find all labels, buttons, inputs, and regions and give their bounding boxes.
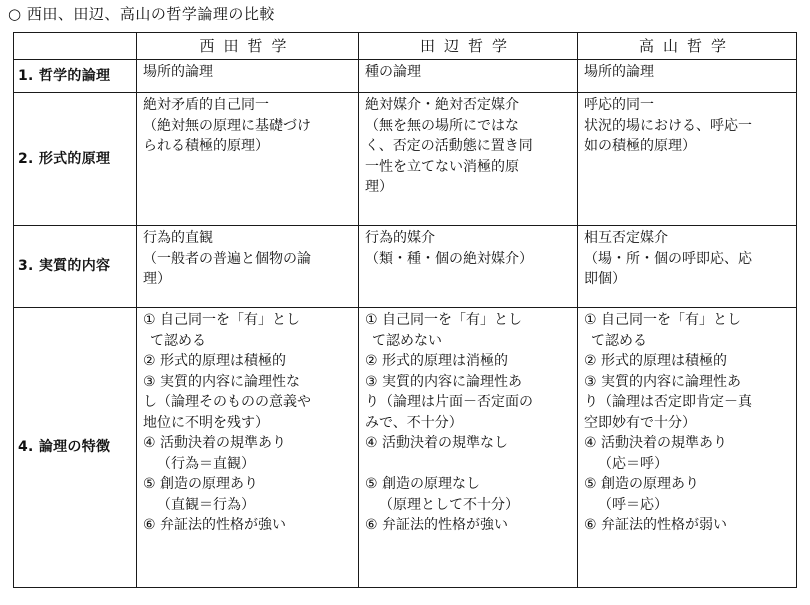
cell-line: ⑥ 弁証法的性格が強い xyxy=(143,517,287,533)
cell xyxy=(359,226,578,308)
cell-line: ⑤ 創造の原理なし xyxy=(365,476,481,492)
cell-line: （呼＝応） xyxy=(598,496,668,513)
cell-line: 空即妙有で十分） xyxy=(584,414,696,431)
table-row xyxy=(14,308,797,588)
header-nishida: 西田哲学 xyxy=(137,33,359,60)
cell-line: り（論理は否定即肯定－真 xyxy=(584,394,752,410)
cell-line: ① 自己同一を「有」とし xyxy=(365,312,523,328)
cell-line: て認める xyxy=(591,332,647,349)
cell-line: （絶対無の原理に基礎づけ xyxy=(143,117,311,134)
cell xyxy=(578,308,797,588)
cell-line: 種の論理 xyxy=(365,64,421,80)
cell-line: 相互否定媒介 xyxy=(584,230,668,246)
cell-line: 呼応的同一 xyxy=(584,97,654,113)
cell xyxy=(359,93,578,226)
cell xyxy=(578,93,797,226)
cell-line: し（論理そのものの意義や xyxy=(143,394,311,410)
cell xyxy=(137,308,359,588)
cell-line: ③ 実質的内容に論理性あ xyxy=(584,373,742,390)
row-label-philosophical-logic: 1. 哲学的論理 xyxy=(14,60,137,93)
cell-line: ⑤ 創造の原理あり xyxy=(584,476,700,492)
cell xyxy=(359,60,578,93)
cell-line: 場所的論理 xyxy=(143,64,213,80)
table-row xyxy=(14,226,797,308)
row-label-formal-principle: 2. 形式的原理 xyxy=(14,93,137,226)
cell-line: ④ 活動決着の規準あり xyxy=(143,435,287,451)
header-corner xyxy=(14,33,137,60)
cell-line: みで、不十分） xyxy=(365,414,463,431)
cell xyxy=(578,226,797,308)
cell-line: 場所的論理 xyxy=(584,64,654,80)
cell-line: り（論理は片面－否定面の xyxy=(365,394,533,410)
cell-line: て認める xyxy=(150,332,206,349)
cell-line: （無を無の場所にではな xyxy=(365,117,519,134)
cell-line: 一性を立てない消極的原 xyxy=(365,158,519,175)
cell-line: 行為的直観 xyxy=(143,230,213,246)
table-row xyxy=(14,93,797,226)
table-row xyxy=(14,60,797,93)
cell-line: （一般者の普遍と個物の論 xyxy=(143,250,311,267)
cell-line: 地位に不明を残す） xyxy=(143,414,269,431)
cell xyxy=(137,93,359,226)
cell-line: ③ 実質的内容に論理性あ xyxy=(365,373,523,390)
cell-line: 絶対矛盾的自己同一 xyxy=(143,97,269,113)
page-title: ○ 西田、田辺、高山の哲学論理の比較 xyxy=(8,5,275,23)
cell-line: 理） xyxy=(143,271,171,287)
cell-line: 即個） xyxy=(584,271,626,287)
cell-line: ① 自己同一を「有」とし xyxy=(143,312,301,328)
cell-line: ② 形式的原理は積極的 xyxy=(143,353,287,369)
cell-line: （類・種・個の絶対媒介） xyxy=(365,250,533,267)
cell-line: て認めない xyxy=(372,332,442,349)
header-tanabe: 田辺哲学 xyxy=(359,33,578,60)
cell xyxy=(578,60,797,93)
cell xyxy=(359,308,578,588)
cell-line: ② 形式的原理は消極的 xyxy=(365,353,509,369)
cell-line: く、否定の活動態に置き同 xyxy=(365,138,533,154)
cell-line: （場・所・個の呼即応、応 xyxy=(584,250,752,267)
cell-line: ④ 活動決着の規準なし xyxy=(365,435,509,451)
cell-line xyxy=(365,454,573,475)
header-row xyxy=(14,33,797,60)
cell-line: （原理として不十分） xyxy=(379,496,519,513)
row-label-substantive-content: 3. 実質的内容 xyxy=(14,226,137,308)
cell-line: ③ 実質的内容に論理性な xyxy=(143,373,301,390)
cell-line: ② 形式的原理は積極的 xyxy=(584,353,728,369)
header-takayama: 高山哲学 xyxy=(578,33,797,60)
cell xyxy=(137,60,359,93)
cell-line: ⑤ 創造の原理あり xyxy=(143,476,259,492)
cell-line: ④ 活動決着の規準あり xyxy=(584,435,728,451)
cell-line: 状況的場における、呼応一 xyxy=(584,117,752,134)
cell xyxy=(137,226,359,308)
cell-line: ⑥ 弁証法的性格が強い xyxy=(365,517,509,533)
cell-line: 行為的媒介 xyxy=(365,230,435,246)
cell-line: ① 自己同一を「有」とし xyxy=(584,312,742,328)
row-label-logic-features: 4. 論理の特徴 xyxy=(14,308,137,588)
cell-line: られる積極的原理） xyxy=(143,138,269,154)
cell-line: （行為＝直観） xyxy=(157,455,255,472)
cell-line: （直観＝行為） xyxy=(157,496,255,513)
cell-line: ⑥ 弁証法的性格が弱い xyxy=(584,517,728,533)
comparison-table xyxy=(13,32,797,588)
cell-line: （応＝呼） xyxy=(598,455,668,472)
cell-line: 如の積極的原理） xyxy=(584,138,696,154)
cell-line: 理） xyxy=(365,179,393,195)
cell-line: 絶対媒介・絶対否定媒介 xyxy=(365,97,519,113)
